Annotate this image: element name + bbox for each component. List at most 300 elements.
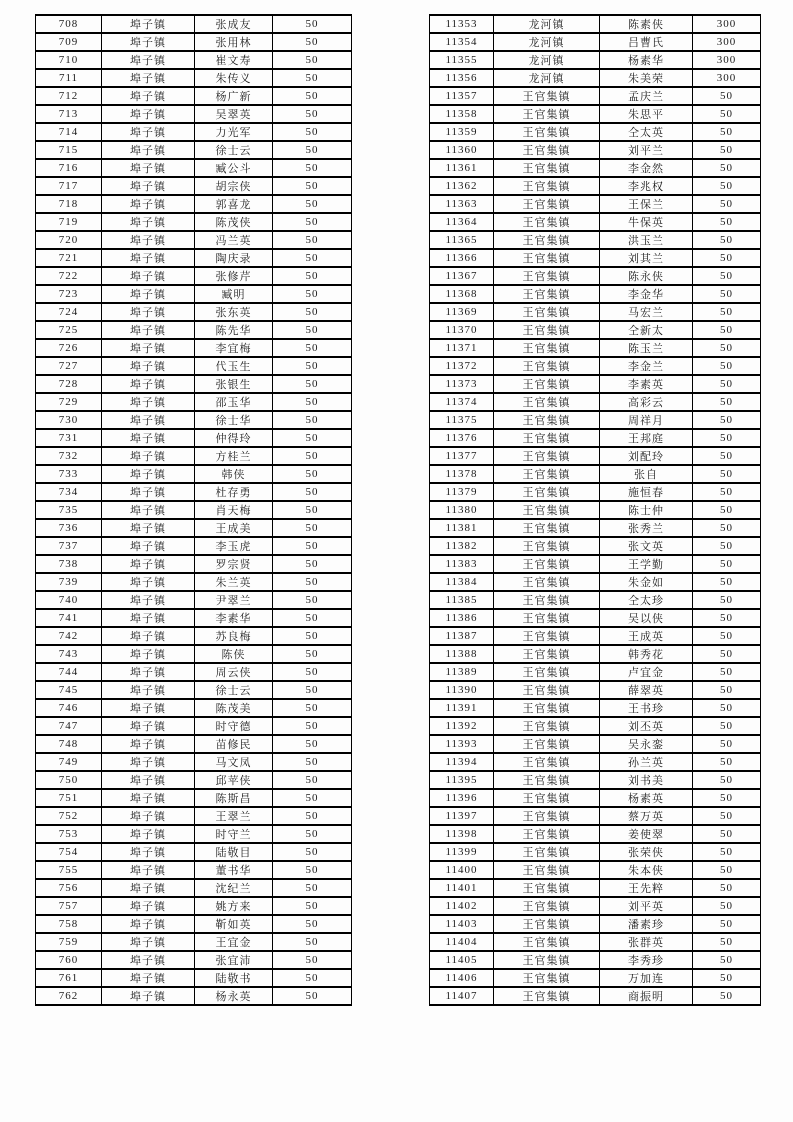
- id-cell: 746: [36, 699, 102, 717]
- table-row: [36, 573, 352, 591]
- table-row: [36, 105, 352, 123]
- table-row: [430, 699, 761, 717]
- table-row: [430, 555, 761, 573]
- id-cell: 11354: [430, 33, 494, 51]
- town-cell: 埠子镇: [102, 141, 195, 159]
- table-row: [430, 465, 761, 483]
- name-cell: 邱苹侠: [195, 771, 273, 789]
- town-cell: 王官集镇: [494, 393, 600, 411]
- id-cell: 11394: [430, 753, 494, 771]
- amount-cell: 50: [693, 393, 761, 411]
- table-row: [36, 69, 352, 87]
- id-cell: 731: [36, 429, 102, 447]
- name-cell: 张荣侠: [600, 843, 693, 861]
- name-cell: 蔡万英: [600, 807, 693, 825]
- amount-cell: 50: [273, 249, 352, 267]
- amount-cell: 50: [693, 555, 761, 573]
- amount-cell: 50: [273, 177, 352, 195]
- town-cell: 埠子镇: [102, 519, 195, 537]
- name-cell: 李金兰: [600, 357, 693, 375]
- amount-cell: 50: [693, 357, 761, 375]
- town-cell: 埠子镇: [102, 321, 195, 339]
- name-cell: 张文英: [600, 537, 693, 555]
- name-cell: 张群英: [600, 933, 693, 951]
- amount-cell: 50: [693, 231, 761, 249]
- amount-cell: 50: [273, 357, 352, 375]
- id-cell: 11396: [430, 789, 494, 807]
- amount-cell: 50: [693, 195, 761, 213]
- table-row: [430, 645, 761, 663]
- amount-cell: 50: [273, 285, 352, 303]
- amount-cell: 50: [273, 393, 352, 411]
- table-row: [430, 393, 761, 411]
- table-row: [36, 591, 352, 609]
- name-cell: 张秀兰: [600, 519, 693, 537]
- town-cell: 埠子镇: [102, 303, 195, 321]
- amount-cell: 50: [273, 861, 352, 879]
- amount-cell: 50: [693, 915, 761, 933]
- name-cell: 孙兰英: [600, 753, 693, 771]
- amount-cell: 50: [273, 753, 352, 771]
- table-row: [36, 447, 352, 465]
- town-cell: 埠子镇: [102, 249, 195, 267]
- name-cell: 罗宗贤: [195, 555, 273, 573]
- id-cell: 11388: [430, 645, 494, 663]
- name-cell: 周祥月: [600, 411, 693, 429]
- town-cell: 埠子镇: [102, 447, 195, 465]
- amount-cell: 50: [273, 123, 352, 141]
- amount-cell: 50: [273, 681, 352, 699]
- id-cell: 710: [36, 51, 102, 69]
- id-cell: 11404: [430, 933, 494, 951]
- table-row: [430, 141, 761, 159]
- id-cell: 11362: [430, 177, 494, 195]
- name-cell: 杨永英: [195, 987, 273, 1005]
- table-row: [36, 735, 352, 753]
- table-row: [36, 987, 352, 1005]
- amount-cell: 50: [693, 627, 761, 645]
- amount-cell: 50: [693, 123, 761, 141]
- name-cell: 王保兰: [600, 195, 693, 213]
- name-cell: 万加连: [600, 969, 693, 987]
- town-cell: 王官集镇: [494, 447, 600, 465]
- table-row: [430, 519, 761, 537]
- table-row: [36, 339, 352, 357]
- amount-cell: 50: [273, 573, 352, 591]
- town-cell: 王官集镇: [494, 303, 600, 321]
- id-cell: 11367: [430, 267, 494, 285]
- amount-cell: 50: [693, 663, 761, 681]
- id-cell: 11376: [430, 429, 494, 447]
- table-row: [36, 843, 352, 861]
- name-cell: 李玉虎: [195, 537, 273, 555]
- town-cell: 王官集镇: [494, 969, 600, 987]
- amount-cell: 50: [273, 555, 352, 573]
- name-cell: 李秀珍: [600, 951, 693, 969]
- id-cell: 728: [36, 375, 102, 393]
- id-cell: 11380: [430, 501, 494, 519]
- name-cell: 张东英: [195, 303, 273, 321]
- town-cell: 王官集镇: [494, 537, 600, 555]
- town-cell: 埠子镇: [102, 159, 195, 177]
- id-cell: 709: [36, 33, 102, 51]
- name-cell: 洪玉兰: [600, 231, 693, 249]
- name-cell: 仝太珍: [600, 591, 693, 609]
- table-row: [36, 303, 352, 321]
- town-cell: 王官集镇: [494, 753, 600, 771]
- name-cell: 潘素珍: [600, 915, 693, 933]
- town-cell: 埠子镇: [102, 591, 195, 609]
- id-cell: 11403: [430, 915, 494, 933]
- name-cell: 吴翠英: [195, 105, 273, 123]
- town-cell: 王官集镇: [494, 429, 600, 447]
- id-cell: 759: [36, 933, 102, 951]
- name-cell: 刘书美: [600, 771, 693, 789]
- amount-cell: 50: [693, 177, 761, 195]
- id-cell: 757: [36, 897, 102, 915]
- table-row: [36, 915, 352, 933]
- town-cell: 埠子镇: [102, 915, 195, 933]
- amount-cell: 300: [693, 33, 761, 51]
- name-cell: 仝太英: [600, 123, 693, 141]
- name-cell: 时守兰: [195, 825, 273, 843]
- name-cell: 杨素英: [600, 789, 693, 807]
- town-cell: 王官集镇: [494, 771, 600, 789]
- town-cell: 埠子镇: [102, 645, 195, 663]
- id-cell: 754: [36, 843, 102, 861]
- name-cell: 杨广新: [195, 87, 273, 105]
- id-cell: 715: [36, 141, 102, 159]
- id-cell: 11392: [430, 717, 494, 735]
- table-row: [430, 411, 761, 429]
- amount-cell: 50: [693, 141, 761, 159]
- id-cell: 733: [36, 465, 102, 483]
- name-cell: 徐士华: [195, 411, 273, 429]
- table-row: [430, 969, 761, 987]
- town-cell: 埠子镇: [102, 483, 195, 501]
- name-cell: 张银生: [195, 375, 273, 393]
- id-cell: 722: [36, 267, 102, 285]
- town-cell: 王官集镇: [494, 987, 600, 1005]
- town-cell: 王官集镇: [494, 87, 600, 105]
- name-cell: 陆敬书: [195, 969, 273, 987]
- name-cell: 朱金如: [600, 573, 693, 591]
- town-cell: 埠子镇: [102, 339, 195, 357]
- id-cell: 11353: [430, 15, 494, 33]
- amount-cell: 50: [693, 537, 761, 555]
- amount-cell: 50: [693, 285, 761, 303]
- id-cell: 11395: [430, 771, 494, 789]
- table-row: [36, 537, 352, 555]
- id-cell: 738: [36, 555, 102, 573]
- table-row: [430, 483, 761, 501]
- name-cell: 刘丕英: [600, 717, 693, 735]
- name-cell: 冯兰英: [195, 231, 273, 249]
- town-cell: 埠子镇: [102, 69, 195, 87]
- town-cell: 埠子镇: [102, 537, 195, 555]
- name-cell: 李素华: [195, 609, 273, 627]
- id-cell: 11366: [430, 249, 494, 267]
- name-cell: 陈茂侠: [195, 213, 273, 231]
- town-cell: 王官集镇: [494, 285, 600, 303]
- name-cell: 姜使翠: [600, 825, 693, 843]
- table-row: [430, 735, 761, 753]
- amount-cell: 50: [693, 519, 761, 537]
- town-cell: 龙河镇: [494, 69, 600, 87]
- name-cell: 王书珍: [600, 699, 693, 717]
- table-row: [430, 231, 761, 249]
- table-row: [430, 879, 761, 897]
- name-cell: 董书华: [195, 861, 273, 879]
- amount-cell: 50: [273, 771, 352, 789]
- name-cell: 陈玉兰: [600, 339, 693, 357]
- town-cell: 埠子镇: [102, 699, 195, 717]
- id-cell: 11360: [430, 141, 494, 159]
- id-cell: 744: [36, 663, 102, 681]
- town-cell: 埠子镇: [102, 663, 195, 681]
- table-row: [430, 753, 761, 771]
- name-cell: 陆敬目: [195, 843, 273, 861]
- amount-cell: 50: [273, 429, 352, 447]
- name-cell: 臧明: [195, 285, 273, 303]
- table-row: [430, 339, 761, 357]
- amount-cell: 50: [273, 411, 352, 429]
- town-cell: 王官集镇: [494, 339, 600, 357]
- table-row: [36, 231, 352, 249]
- town-cell: 龙河镇: [494, 15, 600, 33]
- table-row: [430, 807, 761, 825]
- name-cell: 卢宜金: [600, 663, 693, 681]
- name-cell: 商振明: [600, 987, 693, 1005]
- id-cell: 11377: [430, 447, 494, 465]
- amount-cell: 50: [273, 33, 352, 51]
- id-cell: 11378: [430, 465, 494, 483]
- town-cell: 埠子镇: [102, 969, 195, 987]
- name-cell: 张宜沛: [195, 951, 273, 969]
- table-row: [430, 213, 761, 231]
- town-cell: 王官集镇: [494, 519, 600, 537]
- name-cell: 施恒春: [600, 483, 693, 501]
- amount-cell: 50: [273, 321, 352, 339]
- table-row: [36, 51, 352, 69]
- id-cell: 11385: [430, 591, 494, 609]
- id-cell: 723: [36, 285, 102, 303]
- amount-cell: 50: [273, 627, 352, 645]
- amount-cell: 50: [693, 429, 761, 447]
- table-row: [36, 375, 352, 393]
- name-cell: 李兆权: [600, 177, 693, 195]
- id-cell: 11372: [430, 357, 494, 375]
- town-cell: 埠子镇: [102, 933, 195, 951]
- id-cell: 11390: [430, 681, 494, 699]
- town-cell: 埠子镇: [102, 987, 195, 1005]
- town-cell: 王官集镇: [494, 699, 600, 717]
- id-cell: 752: [36, 807, 102, 825]
- id-cell: 747: [36, 717, 102, 735]
- table-row: [430, 591, 761, 609]
- table-row: [36, 609, 352, 627]
- name-cell: 苗修民: [195, 735, 273, 753]
- id-cell: 755: [36, 861, 102, 879]
- table-row: [430, 321, 761, 339]
- table-row: [430, 285, 761, 303]
- table-row: [36, 717, 352, 735]
- id-cell: 713: [36, 105, 102, 123]
- name-cell: 马文凤: [195, 753, 273, 771]
- town-cell: 埠子镇: [102, 807, 195, 825]
- table-row: [430, 195, 761, 213]
- town-cell: 王官集镇: [494, 213, 600, 231]
- town-cell: 王官集镇: [494, 465, 600, 483]
- name-cell: 韩秀花: [600, 645, 693, 663]
- name-cell: 陈永侠: [600, 267, 693, 285]
- table-row: [36, 357, 352, 375]
- amount-cell: 50: [273, 915, 352, 933]
- amount-cell: 50: [273, 699, 352, 717]
- id-cell: 11355: [430, 51, 494, 69]
- table-row: [36, 87, 352, 105]
- amount-cell: 50: [693, 789, 761, 807]
- id-cell: 11405: [430, 951, 494, 969]
- id-cell: 11363: [430, 195, 494, 213]
- table-row: [36, 807, 352, 825]
- name-cell: 王宜金: [195, 933, 273, 951]
- town-cell: 埠子镇: [102, 951, 195, 969]
- name-cell: 邵玉华: [195, 393, 273, 411]
- town-cell: 王官集镇: [494, 591, 600, 609]
- id-cell: 11398: [430, 825, 494, 843]
- amount-cell: 50: [273, 897, 352, 915]
- table-row: [430, 69, 761, 87]
- id-cell: 724: [36, 303, 102, 321]
- town-cell: 埠子镇: [102, 51, 195, 69]
- town-cell: 埠子镇: [102, 555, 195, 573]
- name-cell: 张用林: [195, 33, 273, 51]
- id-cell: 11371: [430, 339, 494, 357]
- name-cell: 靳如英: [195, 915, 273, 933]
- table-row: [36, 33, 352, 51]
- name-cell: 陈素侠: [600, 15, 693, 33]
- id-cell: 11357: [430, 87, 494, 105]
- amount-cell: 50: [693, 987, 761, 1005]
- amount-cell: 50: [273, 825, 352, 843]
- id-cell: 11407: [430, 987, 494, 1005]
- name-cell: 仲得玲: [195, 429, 273, 447]
- town-cell: 王官集镇: [494, 573, 600, 591]
- id-cell: 740: [36, 591, 102, 609]
- town-cell: 埠子镇: [102, 105, 195, 123]
- town-cell: 王官集镇: [494, 933, 600, 951]
- amount-cell: 50: [693, 501, 761, 519]
- id-cell: 734: [36, 483, 102, 501]
- table-row: [36, 249, 352, 267]
- table-row: [430, 933, 761, 951]
- amount-cell: 50: [693, 825, 761, 843]
- amount-cell: 50: [693, 699, 761, 717]
- town-cell: 埠子镇: [102, 681, 195, 699]
- id-cell: 716: [36, 159, 102, 177]
- name-cell: 李金华: [600, 285, 693, 303]
- id-cell: 11381: [430, 519, 494, 537]
- town-cell: 埠子镇: [102, 501, 195, 519]
- amount-cell: 300: [693, 51, 761, 69]
- amount-cell: 50: [273, 843, 352, 861]
- amount-cell: 50: [273, 465, 352, 483]
- town-cell: 王官集镇: [494, 123, 600, 141]
- town-cell: 王官集镇: [494, 159, 600, 177]
- table-row: [36, 483, 352, 501]
- amount-cell: 50: [273, 339, 352, 357]
- town-cell: 埠子镇: [102, 195, 195, 213]
- table-row: [36, 429, 352, 447]
- id-cell: 11374: [430, 393, 494, 411]
- id-cell: 719: [36, 213, 102, 231]
- town-cell: 王官集镇: [494, 411, 600, 429]
- id-cell: 758: [36, 915, 102, 933]
- name-cell: 高彩云: [600, 393, 693, 411]
- town-cell: 王官集镇: [494, 807, 600, 825]
- amount-cell: 300: [693, 69, 761, 87]
- amount-cell: 50: [273, 645, 352, 663]
- amount-cell: 50: [273, 267, 352, 285]
- id-cell: 11391: [430, 699, 494, 717]
- table-row: [430, 825, 761, 843]
- table-row: [36, 195, 352, 213]
- name-cell: 薛翠英: [600, 681, 693, 699]
- roster-table-left-body: [36, 15, 352, 1005]
- id-cell: 748: [36, 735, 102, 753]
- table-row: [430, 267, 761, 285]
- table-row: [36, 177, 352, 195]
- name-cell: 刘其兰: [600, 249, 693, 267]
- name-cell: 陶庆录: [195, 249, 273, 267]
- name-cell: 陈斯昌: [195, 789, 273, 807]
- id-cell: 11393: [430, 735, 494, 753]
- table-row: [36, 627, 352, 645]
- amount-cell: 50: [693, 717, 761, 735]
- name-cell: 朱思平: [600, 105, 693, 123]
- town-cell: 埠子镇: [102, 897, 195, 915]
- town-cell: 埠子镇: [102, 231, 195, 249]
- amount-cell: 50: [273, 51, 352, 69]
- amount-cell: 300: [693, 15, 761, 33]
- amount-cell: 50: [693, 87, 761, 105]
- id-cell: 11375: [430, 411, 494, 429]
- town-cell: 王官集镇: [494, 717, 600, 735]
- table-row: [36, 159, 352, 177]
- name-cell: 杜存勇: [195, 483, 273, 501]
- name-cell: 吴以侠: [600, 609, 693, 627]
- amount-cell: 50: [273, 231, 352, 249]
- name-cell: 王翠兰: [195, 807, 273, 825]
- town-cell: 埠子镇: [102, 609, 195, 627]
- town-cell: 埠子镇: [102, 375, 195, 393]
- name-cell: 张成友: [195, 15, 273, 33]
- id-cell: 718: [36, 195, 102, 213]
- amount-cell: 50: [693, 951, 761, 969]
- id-cell: 717: [36, 177, 102, 195]
- name-cell: 徐士云: [195, 681, 273, 699]
- amount-cell: 50: [693, 609, 761, 627]
- id-cell: 11400: [430, 861, 494, 879]
- town-cell: 王官集镇: [494, 897, 600, 915]
- name-cell: 臧公斗: [195, 159, 273, 177]
- town-cell: 王官集镇: [494, 843, 600, 861]
- table-row: [430, 15, 761, 33]
- amount-cell: 50: [693, 681, 761, 699]
- town-cell: 埠子镇: [102, 879, 195, 897]
- amount-cell: 50: [693, 105, 761, 123]
